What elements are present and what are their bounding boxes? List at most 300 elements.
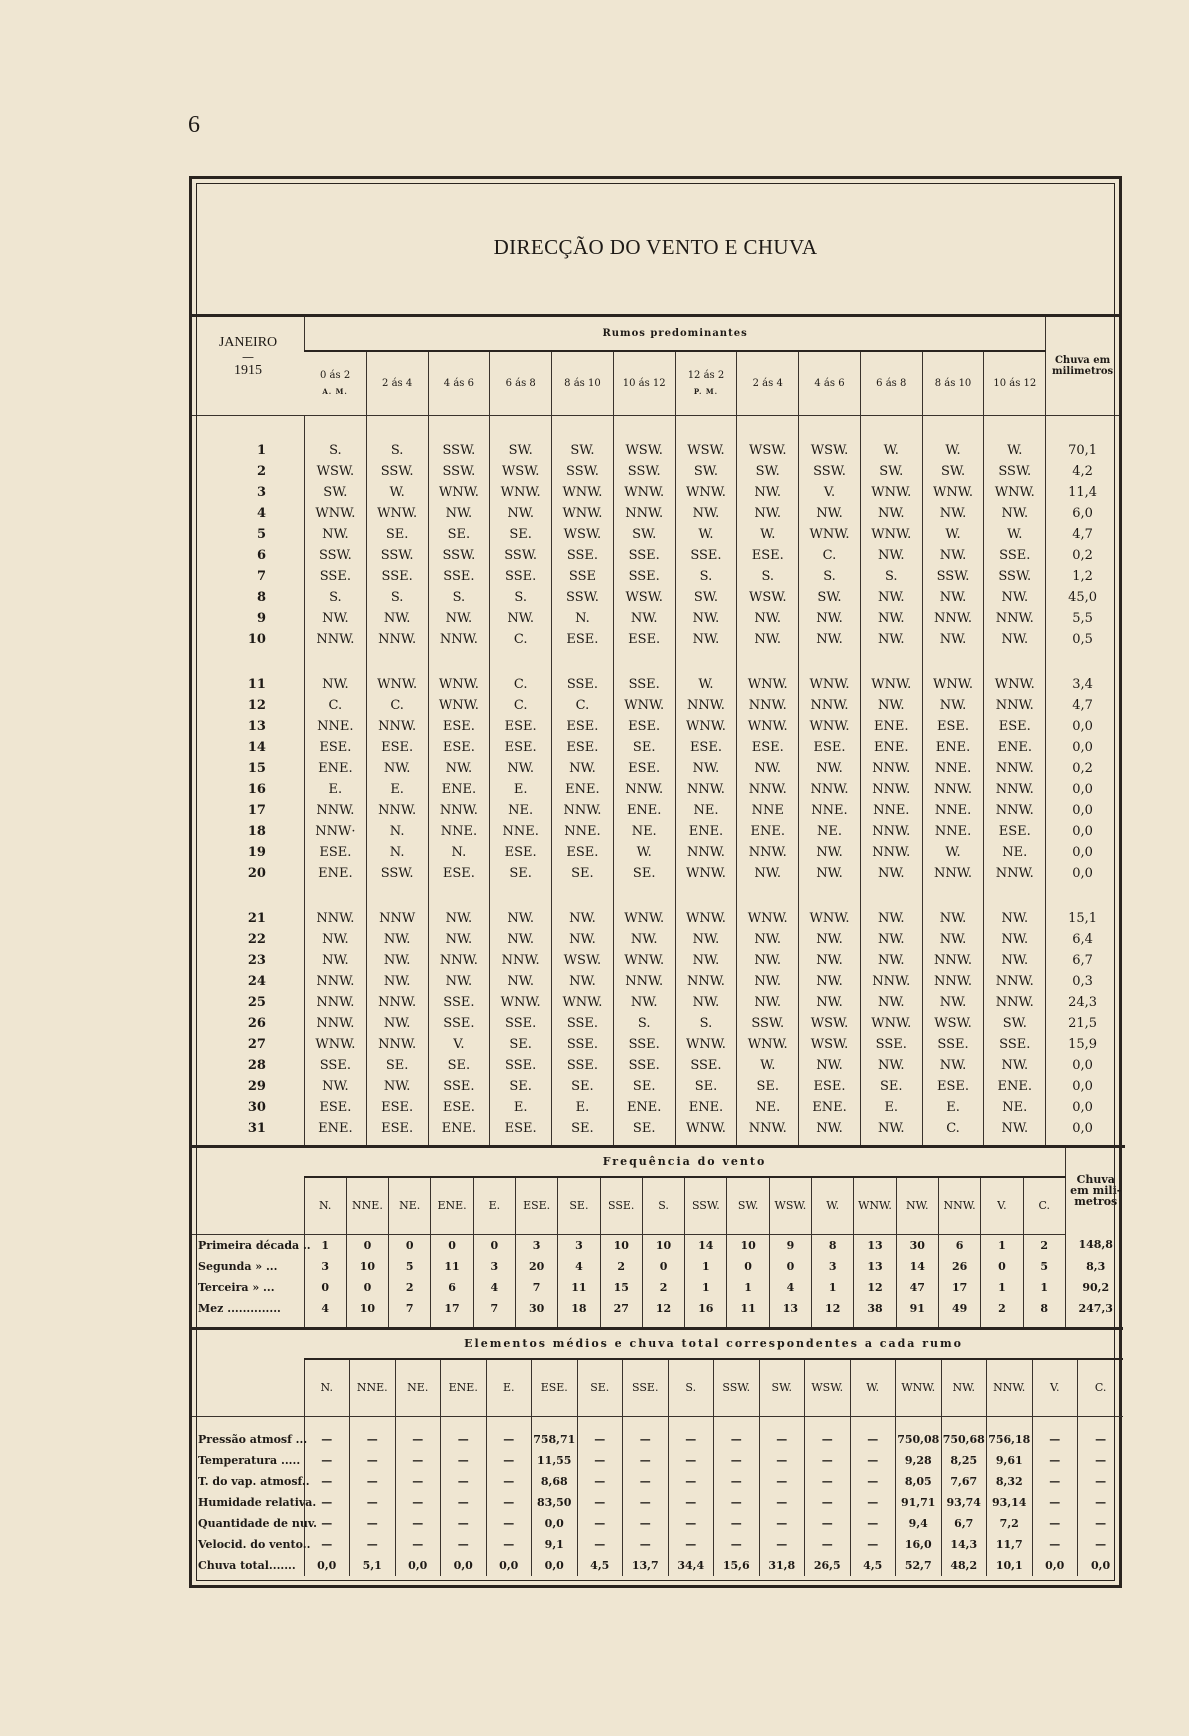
- element-cell: —: [668, 1513, 714, 1534]
- element-cell: 0,0: [532, 1513, 578, 1534]
- rain-cell: 0,0: [1046, 1118, 1119, 1139]
- wind-direction-cell: NW.: [304, 524, 366, 545]
- frequency-rain-cell: 148,8: [1065, 1234, 1125, 1256]
- wind-direction-cell: N.: [428, 842, 490, 863]
- wind-direction-cell: NNW.: [304, 971, 366, 992]
- wind-direction-cell: NE.: [984, 1097, 1046, 1118]
- wind-direction-cell: S.: [366, 587, 428, 608]
- wind-direction-cell: NW.: [490, 608, 552, 629]
- spacer-row: [192, 650, 1119, 674]
- wind-direction-cell: V.: [428, 1034, 490, 1055]
- wind-direction-cell: V.: [799, 482, 861, 503]
- direction-column-header: S.: [668, 1359, 714, 1417]
- wind-direction-cell: NE.: [490, 800, 552, 821]
- element-cell: 14,3: [941, 1534, 987, 1555]
- frequency-cell: 91: [896, 1298, 938, 1319]
- wind-direction-cell: NW.: [366, 758, 428, 779]
- direction-column-header: NNW.: [987, 1359, 1033, 1417]
- wind-direction-cell: ESE.: [613, 758, 675, 779]
- frequency-cell: 10: [346, 1298, 388, 1319]
- wind-direction-cell: SSE.: [428, 566, 490, 587]
- wind-direction-cell: ESE.: [304, 1097, 366, 1118]
- frequency-cell: 1: [685, 1277, 727, 1298]
- day-number: 10: [247, 631, 266, 647]
- rain-cell: 0,2: [1046, 545, 1119, 566]
- wind-direction-cell: WSW.: [737, 440, 799, 461]
- wind-direction-cell: NNW.: [799, 695, 861, 716]
- wind-direction-cell: ENE.: [304, 758, 366, 779]
- rain-cell: 0,2: [1046, 758, 1119, 779]
- wind-direction-cell: WNW.: [613, 695, 675, 716]
- wind-direction-cell: NNW.: [737, 842, 799, 863]
- wind-direction-cell: S.: [613, 1013, 675, 1034]
- wind-direction-cell: NNW.: [613, 971, 675, 992]
- direction-column-header: NE.: [395, 1359, 441, 1417]
- wind-direction-cell: S.: [490, 587, 552, 608]
- element-cell: 7,2: [987, 1513, 1033, 1534]
- frequency-cell: 1: [981, 1234, 1023, 1256]
- wind-direction-cell: ESE.: [613, 716, 675, 737]
- wind-direction-cell: ENE.: [799, 1097, 861, 1118]
- wind-direction-cell: NNW.: [922, 863, 984, 884]
- frequency-cell: 49: [938, 1298, 980, 1319]
- element-cell: —: [805, 1492, 851, 1513]
- wind-direction-cell: NW.: [922, 929, 984, 950]
- hour-header: [922, 351, 984, 415]
- am-label: A. M.: [322, 387, 348, 397]
- wind-direction-cell: SSE.: [922, 1034, 984, 1055]
- wind-direction-cell: NW.: [799, 929, 861, 950]
- element-cell: 5,1: [350, 1555, 396, 1576]
- wind-direction-cell: SSE.: [304, 1055, 366, 1076]
- wind-direction-cell: SSE.: [490, 1013, 552, 1034]
- wind-direction-cell: W.: [675, 674, 737, 695]
- wind-direction-cell: NE.: [984, 842, 1046, 863]
- frequency-body: [192, 1234, 1125, 1327]
- element-cell: 9,4: [896, 1513, 942, 1534]
- wind-direction-cell: WNW.: [490, 482, 552, 503]
- day-number: 6: [256, 547, 266, 563]
- frequency-cell: 13: [854, 1256, 896, 1277]
- wind-direction-cell: NNE.: [552, 821, 614, 842]
- day-row: [192, 908, 1119, 929]
- day-number: 22: [247, 931, 266, 947]
- day-number: 13: [247, 718, 266, 734]
- wind-direction-cell: NW.: [737, 971, 799, 992]
- wind-direction-cell: SSE.: [428, 992, 490, 1013]
- element-cell: —: [805, 1429, 851, 1450]
- wind-direction-cell: WNW.: [737, 908, 799, 929]
- wind-direction-cell: S.: [675, 566, 737, 587]
- direction-column-header: V.: [981, 1177, 1023, 1235]
- wind-direction-cell: NW.: [613, 608, 675, 629]
- wind-direction-cell: SSE.: [552, 1055, 614, 1076]
- wind-direction-cell: SE.: [366, 524, 428, 545]
- wind-direction-cell: W.: [984, 524, 1046, 545]
- wind-direction-cell: NNW.: [984, 863, 1046, 884]
- wind-direction-cell: NNW.: [860, 842, 922, 863]
- hour-header: [366, 351, 428, 415]
- element-cell: —: [486, 1492, 532, 1513]
- day-row: [192, 1118, 1119, 1139]
- element-cell: 16,0: [896, 1534, 942, 1555]
- element-cell: —: [759, 1450, 805, 1471]
- hour-header: [799, 351, 861, 415]
- wind-direction-cell: SW.: [552, 440, 614, 461]
- wind-direction-cell: SE.: [613, 863, 675, 884]
- wind-direction-cell: W.: [675, 524, 737, 545]
- rain-cell: 0,0: [1046, 1097, 1119, 1118]
- element-cell: —: [395, 1429, 441, 1450]
- page-title: DIRECÇÃO DO VENTO E CHUVA: [493, 235, 818, 259]
- day-number: 16: [247, 781, 266, 797]
- frequency-cell: 14: [896, 1256, 938, 1277]
- element-cell: —: [850, 1513, 896, 1534]
- wind-direction-cell: NW.: [675, 929, 737, 950]
- wind-direction-cell: SE.: [860, 1076, 922, 1097]
- wind-direction-cell: NNE.: [922, 800, 984, 821]
- frequency-cell: 10: [600, 1234, 642, 1256]
- day-row: [192, 503, 1119, 524]
- wind-direction-cell: NW.: [799, 863, 861, 884]
- wind-direction-cell: WNW.: [675, 716, 737, 737]
- frequency-cell: 0: [642, 1256, 684, 1277]
- wind-direction-cell: NE.: [737, 1097, 799, 1118]
- wind-direction-cell: C.: [490, 695, 552, 716]
- wind-direction-cell: SSE.: [675, 545, 737, 566]
- element-cell: —: [805, 1450, 851, 1471]
- wind-direction-cell: NW.: [737, 950, 799, 971]
- hour-label: 4 ás 6: [443, 377, 474, 389]
- wind-direction-cell: NW.: [428, 971, 490, 992]
- element-cell: —: [714, 1471, 760, 1492]
- wind-direction-cell: NW.: [799, 842, 861, 863]
- wind-direction-cell: SSE.: [860, 1034, 922, 1055]
- rain-header: Chuva em milimetros: [1046, 317, 1119, 415]
- wind-direction-cell: ESE.: [799, 737, 861, 758]
- frequency-cell: 0: [389, 1234, 431, 1256]
- frequency-cell: 11: [558, 1277, 600, 1298]
- wind-direction-cell: S.: [799, 566, 861, 587]
- elements-columns-row: [192, 1359, 1123, 1417]
- wind-direction-cell: ESE.: [799, 1076, 861, 1097]
- frequency-cell: 16: [685, 1298, 727, 1319]
- wind-direction-cell: NW.: [304, 1076, 366, 1097]
- frequency-cell: 3: [515, 1234, 557, 1256]
- frequency-cell: 6: [938, 1234, 980, 1256]
- element-row: [192, 1471, 1123, 1492]
- wind-direction-cell: NW.: [984, 929, 1046, 950]
- wind-direction-cell: N.: [366, 842, 428, 863]
- hour-label: 2 ás 4: [752, 377, 783, 389]
- day-row: [192, 1034, 1119, 1055]
- wind-direction-cell: NW.: [922, 629, 984, 650]
- direction-column-header: NNE.: [350, 1359, 396, 1417]
- hour-label: 6 ás 8: [876, 377, 907, 389]
- wind-direction-cell: NW.: [613, 929, 675, 950]
- frequency-cell: 1: [727, 1277, 769, 1298]
- wind-direction-cell: NW.: [675, 758, 737, 779]
- wind-direction-cell: NW.: [490, 758, 552, 779]
- element-cell: —: [395, 1471, 441, 1492]
- wind-direction-cell: NNW.: [428, 629, 490, 650]
- frequency-row: [192, 1256, 1125, 1277]
- direction-column-header: ENE.: [441, 1359, 487, 1417]
- wind-direction-cell: NNW.: [984, 695, 1046, 716]
- day-row: [192, 821, 1119, 842]
- wind-direction-cell: NW.: [737, 863, 799, 884]
- day-number: 25: [247, 994, 266, 1010]
- rain-cell: 0,0: [1046, 842, 1119, 863]
- wind-direction-cell: E.: [552, 1097, 614, 1118]
- direction-column-header: N.: [304, 1177, 346, 1235]
- element-cell: —: [350, 1471, 396, 1492]
- wind-direction-cell: SW.: [675, 587, 737, 608]
- frequency-cell: 13: [769, 1298, 811, 1319]
- wind-direction-cell: SE.: [613, 1076, 675, 1097]
- direction-column-header: S.: [642, 1177, 684, 1235]
- element-cell: —: [668, 1429, 714, 1450]
- wind-direction-cell: NNW·: [304, 821, 366, 842]
- day-number: 17: [247, 802, 266, 818]
- element-cell: 756,18: [987, 1429, 1033, 1450]
- wind-direction-cell: NW.: [799, 608, 861, 629]
- frequency-cell: 3: [473, 1256, 515, 1277]
- wind-direction-cell: NW.: [428, 929, 490, 950]
- wind-direction-cell: NW.: [737, 992, 799, 1013]
- element-cell: —: [577, 1450, 623, 1471]
- direction-column-header: WNW.: [896, 1359, 942, 1417]
- wind-direction-cell: NNW.: [922, 971, 984, 992]
- rain-cell: 15,1: [1046, 908, 1119, 929]
- element-cell: —: [668, 1492, 714, 1513]
- element-row: [192, 1534, 1123, 1555]
- wind-direction-cell: NNW.: [304, 1013, 366, 1034]
- element-cell: —: [623, 1471, 669, 1492]
- wind-direction-cell: NE.: [799, 821, 861, 842]
- wind-direction-cell: NW.: [490, 971, 552, 992]
- frequency-cell: 4: [304, 1298, 346, 1319]
- day-number: 20: [247, 865, 266, 881]
- direction-column-header: E.: [486, 1359, 532, 1417]
- wind-direction-cell: NNW.: [984, 608, 1046, 629]
- wind-direction-cell: NW.: [304, 608, 366, 629]
- day-row: [192, 1076, 1119, 1097]
- wind-direction-cell: WSW.: [613, 440, 675, 461]
- wind-direction-cell: NW.: [799, 971, 861, 992]
- wind-direction-cell: WNW.: [552, 503, 614, 524]
- day-row: [192, 629, 1119, 650]
- element-cell: —: [1032, 1534, 1078, 1555]
- wind-direction-cell: E.: [490, 1097, 552, 1118]
- day-number: 9: [256, 610, 266, 626]
- rain-cell: 0,0: [1046, 779, 1119, 800]
- frequency-row-label: Terceira » ...: [198, 1280, 275, 1294]
- wind-direction-cell: SE.: [613, 737, 675, 758]
- frequency-cell: 17: [938, 1277, 980, 1298]
- wind-direction-cell: WSW.: [922, 1013, 984, 1034]
- wind-direction-cell: C.: [799, 545, 861, 566]
- wind-direction-cell: C.: [552, 695, 614, 716]
- wind-direction-cell: NW.: [428, 608, 490, 629]
- hour-header: [552, 351, 614, 415]
- wind-direction-cell: WNW.: [613, 950, 675, 971]
- wind-direction-cell: NNW.: [984, 800, 1046, 821]
- day-number: 11: [247, 676, 266, 692]
- wind-direction-cell: NW.: [675, 629, 737, 650]
- wind-direction-cell: NNW.: [984, 992, 1046, 1013]
- element-cell: —: [350, 1534, 396, 1555]
- hour-header: [304, 351, 366, 415]
- wind-direction-cell: ESE.: [984, 821, 1046, 842]
- wind-direction-cell: WNW.: [922, 674, 984, 695]
- wind-direction-cell: SE.: [490, 1034, 552, 1055]
- wind-direction-cell: NNW.: [304, 908, 366, 929]
- day-row: [192, 524, 1119, 545]
- wind-direction-cell: NW.: [922, 908, 984, 929]
- day-number: 4: [256, 505, 266, 521]
- wind-direction-cell: NNW.: [366, 716, 428, 737]
- frequency-row-label: Segunda » ...: [198, 1259, 278, 1273]
- frequency-cell: 1: [812, 1277, 854, 1298]
- hour-header: [613, 351, 675, 415]
- element-cell: —: [395, 1534, 441, 1555]
- wind-direction-cell: NNW.: [984, 971, 1046, 992]
- element-cell: —: [304, 1429, 350, 1450]
- daily-body: [192, 415, 1119, 1145]
- day-number: 26: [247, 1015, 266, 1031]
- frequency-cell: 6: [431, 1277, 473, 1298]
- wind-direction-cell: NW.: [860, 608, 922, 629]
- hour-label: 8 ás 10: [934, 377, 972, 389]
- wind-direction-cell: ESE.: [428, 1097, 490, 1118]
- wind-direction-cell: NNW.: [984, 779, 1046, 800]
- wind-direction-cell: WSW.: [675, 440, 737, 461]
- wind-direction-cell: SSE.: [984, 1034, 1046, 1055]
- wind-direction-cell: SSW.: [799, 461, 861, 482]
- wind-direction-cell: WNW.: [984, 482, 1046, 503]
- wind-direction-cell: NNE.: [860, 800, 922, 821]
- wind-direction-cell: WNW.: [799, 716, 861, 737]
- frequency-row: [192, 1277, 1125, 1298]
- wind-direction-cell: C.: [922, 1118, 984, 1139]
- wind-direction-cell: NNW.: [860, 971, 922, 992]
- frequency-cell: 8: [1023, 1298, 1065, 1319]
- frequency-cell: 11: [727, 1298, 769, 1319]
- frequency-cell: 12: [642, 1298, 684, 1319]
- wind-direction-cell: ENE.: [675, 1097, 737, 1118]
- frequency-cell: 2: [642, 1277, 684, 1298]
- wind-direction-cell: WSW.: [737, 587, 799, 608]
- frequency-cell: 0: [346, 1234, 388, 1256]
- wind-direction-cell: NNW.: [428, 950, 490, 971]
- wind-direction-cell: NNE.: [428, 821, 490, 842]
- element-cell: —: [623, 1450, 669, 1471]
- frequency-cell: 9: [769, 1234, 811, 1256]
- wind-direction-cell: WNW.: [304, 503, 366, 524]
- element-cell: 9,61: [987, 1450, 1033, 1471]
- element-cell: 11,7: [987, 1534, 1033, 1555]
- wind-direction-cell: NW.: [860, 545, 922, 566]
- day-number: 2: [256, 463, 266, 479]
- element-cell: —: [623, 1492, 669, 1513]
- element-cell: —: [577, 1492, 623, 1513]
- wind-direction-cell: NNW.: [737, 1118, 799, 1139]
- wind-direction-cell: ESE.: [366, 1097, 428, 1118]
- wind-direction-cell: SW.: [675, 461, 737, 482]
- direction-column-header: V.: [1032, 1359, 1078, 1417]
- wind-direction-cell: W.: [860, 440, 922, 461]
- wind-direction-cell: NNW.: [675, 971, 737, 992]
- wind-direction-cell: SE.: [675, 1076, 737, 1097]
- wind-direction-cell: ENE.: [552, 779, 614, 800]
- hour-label: 6 ás 8: [505, 377, 536, 389]
- wind-direction-cell: WNW.: [675, 863, 737, 884]
- direction-column-header: ESE.: [532, 1359, 578, 1417]
- frequency-cell: 4: [558, 1256, 600, 1277]
- wind-direction-cell: NW.: [799, 629, 861, 650]
- element-cell: 11,55: [532, 1450, 578, 1471]
- wind-direction-cell: ESE.: [922, 1076, 984, 1097]
- hour-label: 0 ás 2: [320, 370, 351, 382]
- wind-direction-cell: NW.: [366, 950, 428, 971]
- element-cell: —: [1032, 1450, 1078, 1471]
- wind-direction-cell: NW.: [860, 863, 922, 884]
- frequency-cell: 3: [304, 1256, 346, 1277]
- wind-direction-cell: ENE.: [922, 737, 984, 758]
- wind-direction-cell: NW.: [799, 1118, 861, 1139]
- wind-direction-cell: NNW.: [304, 800, 366, 821]
- wind-direction-cell: NW.: [737, 503, 799, 524]
- wind-direction-cell: ESE.: [737, 737, 799, 758]
- day-number: 7: [256, 568, 266, 584]
- frequency-cell: 10: [346, 1256, 388, 1277]
- wind-direction-cell: N.: [552, 608, 614, 629]
- wind-direction-cell: S.: [428, 587, 490, 608]
- wind-direction-cell: SSE.: [552, 1013, 614, 1034]
- wind-direction-cell: NW.: [304, 929, 366, 950]
- wind-direction-cell: NW.: [737, 608, 799, 629]
- wind-direction-cell: WNW.: [675, 482, 737, 503]
- element-cell: —: [441, 1471, 487, 1492]
- wind-direction-cell: W.: [922, 842, 984, 863]
- element-cell: —: [486, 1450, 532, 1471]
- spacer-row: [192, 415, 1119, 440]
- rain-cell: 0,0: [1046, 821, 1119, 842]
- wind-direction-cell: NW.: [984, 629, 1046, 650]
- wind-direction-cell: N.: [366, 821, 428, 842]
- element-cell: —: [1078, 1429, 1124, 1450]
- wind-direction-cell: WNW.: [737, 716, 799, 737]
- rain-cell: 1,2: [1046, 566, 1119, 587]
- wind-direction-cell: W.: [922, 524, 984, 545]
- wind-direction-cell: NW.: [984, 950, 1046, 971]
- wind-direction-cell: WNW.: [552, 992, 614, 1013]
- direction-column-header: SW.: [759, 1359, 805, 1417]
- element-cell: 0,0: [1032, 1555, 1078, 1576]
- day-row: [192, 716, 1119, 737]
- wind-direction-cell: ENE.: [860, 716, 922, 737]
- wind-direction-cell: NW.: [428, 503, 490, 524]
- wind-direction-cell: SSW.: [428, 545, 490, 566]
- wind-direction-cell: NW.: [675, 992, 737, 1013]
- wind-direction-cell: SW.: [922, 461, 984, 482]
- rain-cell: 21,5: [1046, 1013, 1119, 1034]
- wind-direction-cell: NW.: [799, 503, 861, 524]
- wind-direction-cell: ENE.: [428, 1118, 490, 1139]
- frequency-cell: 7: [515, 1277, 557, 1298]
- wind-direction-cell: NW.: [860, 908, 922, 929]
